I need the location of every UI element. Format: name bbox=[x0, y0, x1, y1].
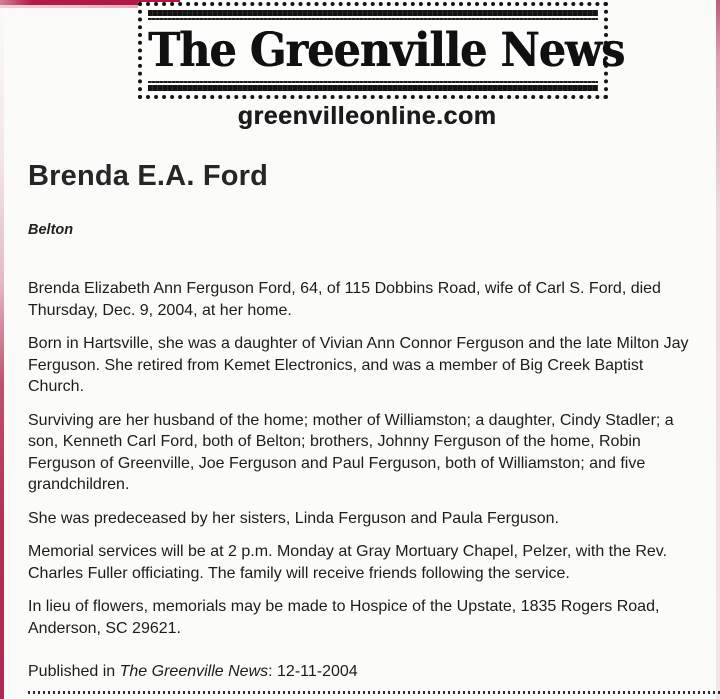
obituary-name-heading: Brenda E.A. Ford bbox=[28, 160, 269, 192]
bottom-dotted-divider bbox=[28, 691, 720, 694]
published-line bbox=[28, 663, 358, 681]
masthead-top-rule-thin bbox=[148, 18, 598, 20]
obituary-paragraph-biography: Born in Hartsville, she was a daughter of Vivian Ann Connor Ferguson and the late Milton Jay Ferguson. She retired from Kemet Electronics, and was a member of Big Creek Baptist Church. bbox=[28, 335, 689, 395]
published-source-name: The Greenville News bbox=[119, 663, 269, 680]
obituary-content bbox=[28, 160, 696, 651]
obituary-paragraph-services: Memorial services will be at 2 p.m. Monday at Gray Mortuary Chapel, Pelzer, with the Rev. Charles Fuller officiating. The family will receive friends following the service. bbox=[28, 543, 668, 582]
obituary-paragraph-death-notice: Brenda Elizabeth Ann Ferguson Ford, 64, of 115 Dobbins Road, wife of Carl S. Ford, died Thursday, Dec. 9, 2004, at her home. bbox=[28, 280, 661, 319]
masthead-bottom-rules bbox=[148, 81, 598, 91]
scan-edge-strip-right bbox=[716, 0, 720, 699]
obituary-location: Belton bbox=[28, 222, 74, 238]
masthead-top-rules bbox=[148, 10, 598, 20]
published-date: : 12-11-2004 bbox=[268, 663, 358, 680]
masthead-top-rule-thick bbox=[148, 10, 598, 16]
obituary-paragraph-memorials: In lieu of flowers, memorials may be made to Hospice of the Upstate, 1835 Rogers Road, Anderson, SC 29621. bbox=[28, 598, 660, 637]
masthead-bottom-rule-thick bbox=[148, 85, 598, 91]
newspaper-title: The Greenville News bbox=[148, 23, 625, 78]
newspaper-website: greenvilleonline.com bbox=[237, 102, 497, 130]
obituary-paragraph-predeceased: She was predeceased by her sisters, Linda Ferguson and Paula Ferguson. bbox=[28, 509, 559, 527]
published-prefix: Published in bbox=[28, 663, 120, 680]
obituary-paragraph-survivors: Surviving are her husband of the home; mother of Williamston; a daughter, Cindy Stadler; a son, Kenneth Carl Ford, both of Belton; brothers, Johnny Ferguson of the home, Robin Ferguson of Greenville, Joe Ferguson and Paul Ferguson, both of Williamston; and five grandchildren. bbox=[28, 411, 674, 493]
masthead-bottom-rule-thin bbox=[148, 81, 598, 83]
scan-edge-strip-left bbox=[0, 0, 4, 699]
masthead-box bbox=[138, 2, 625, 99]
